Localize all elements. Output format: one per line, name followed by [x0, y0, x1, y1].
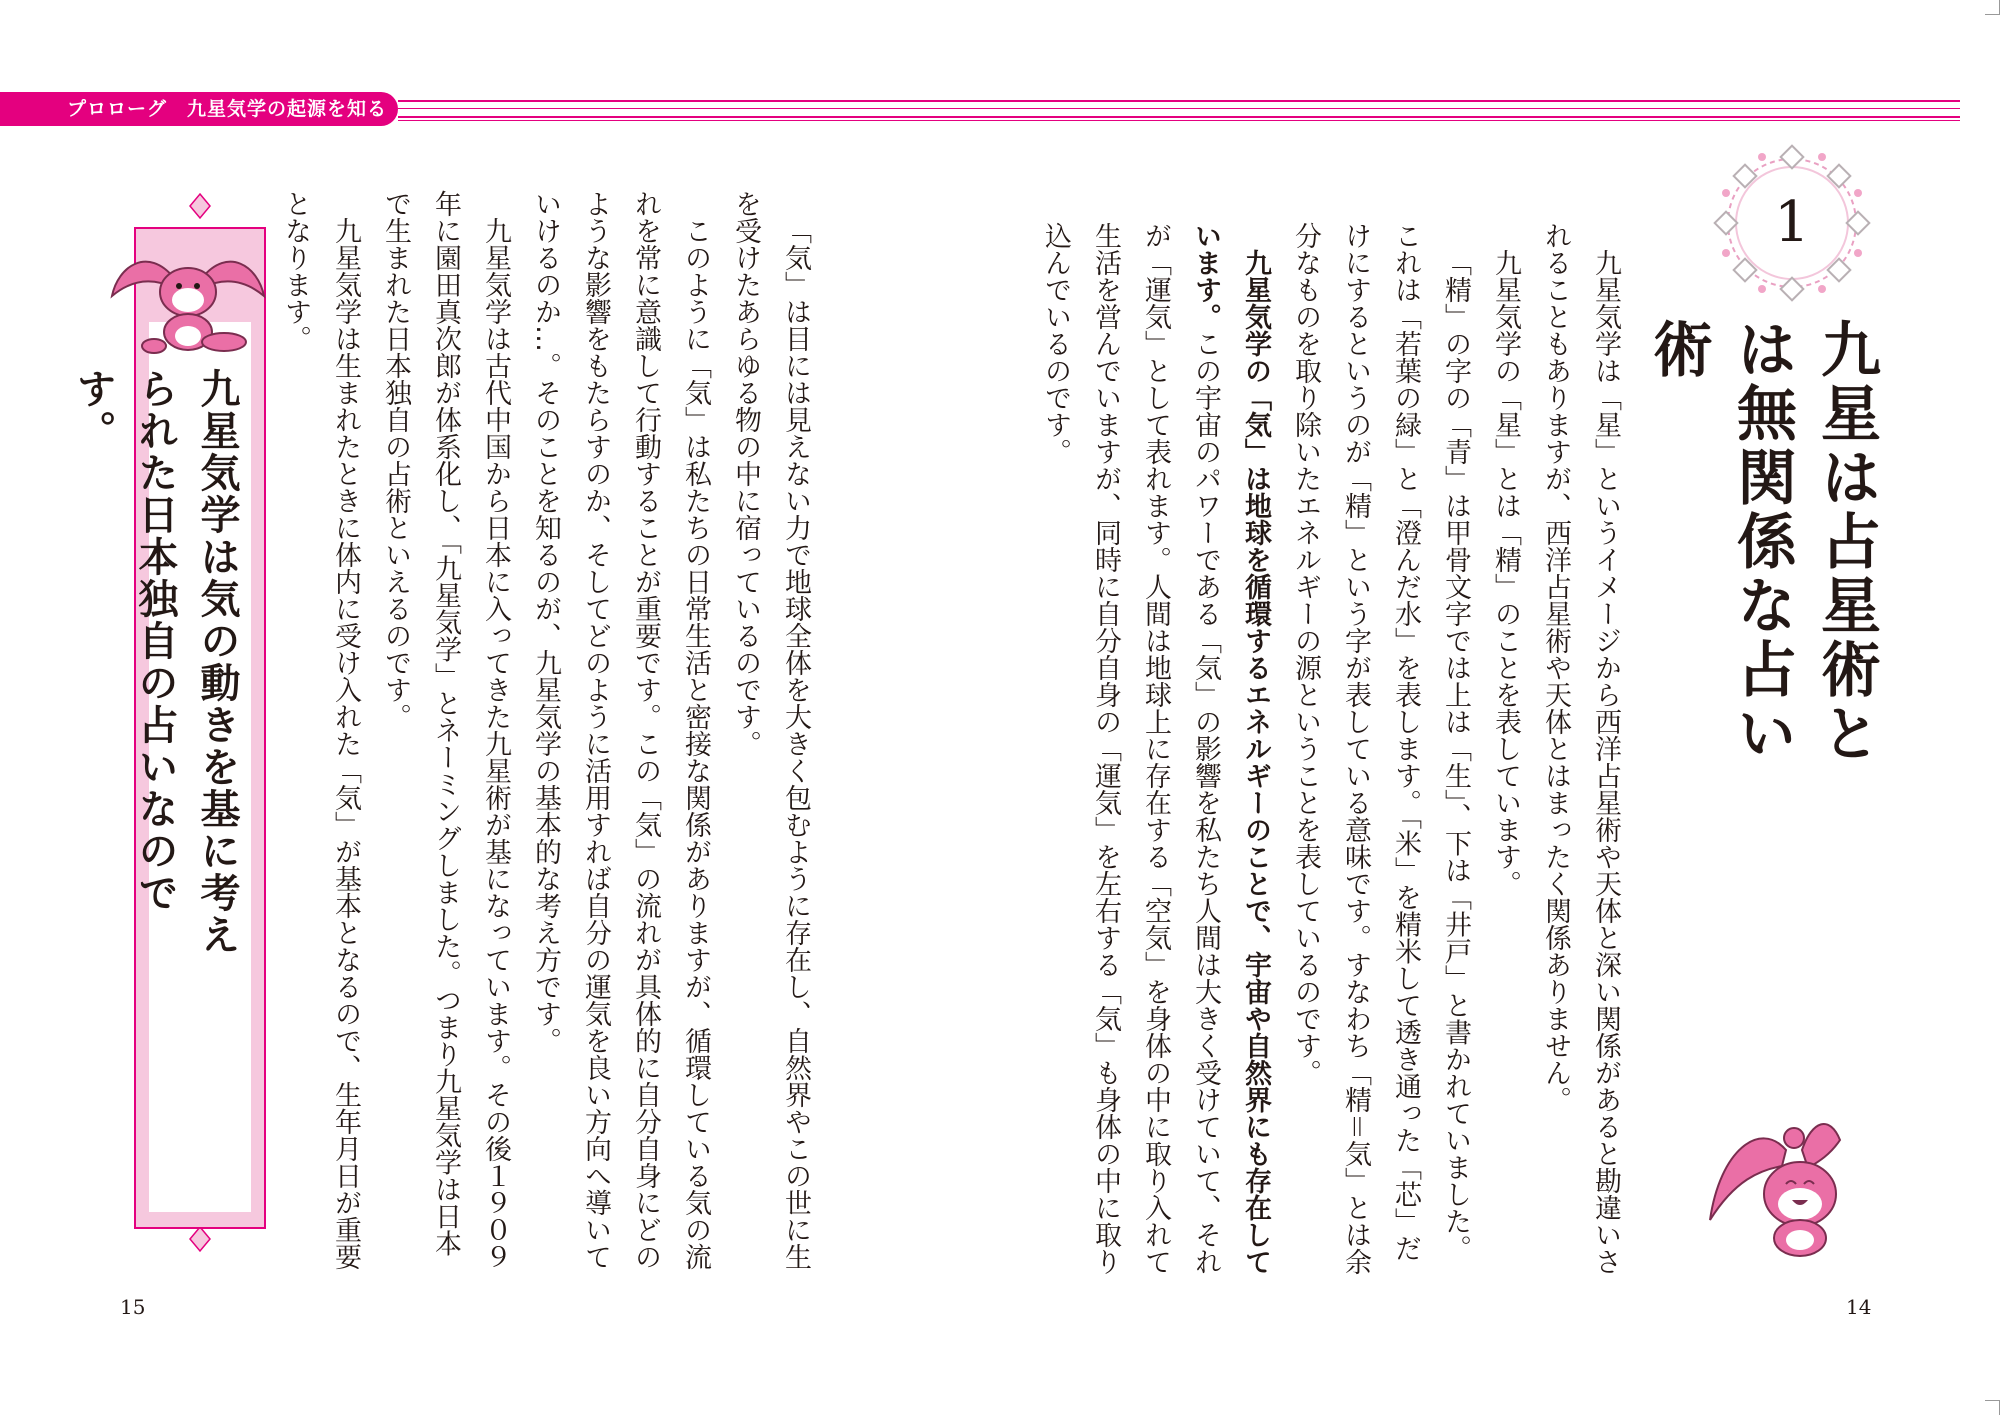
- paragraph: 「精」の字の「青」は甲骨文字では上は「生」、下は「井戸」と書かれていました。これは「若葉の緑」と「澄んだ水」を表します。「米」を精米して透き通った「芯」だけにするというのが「精」という字が表している意味です。すなわち「精＝気」とは余分なものを取り除いたエネルギーの源ということを表しているのです。: [1290, 222, 1471, 1275]
- page-number: 14: [1846, 1295, 1872, 1319]
- header-rule: [398, 116, 1960, 118]
- pink-rabbit-icon: [108, 236, 268, 356]
- right-body-text: [1040, 222, 1630, 1282]
- paragraph: 九星気学は「星」というイメージから西洋占星術や天体と深い関係があると勘違いされることもありますが、西洋占星術や天体とはまったく関係ありません。: [1540, 222, 1621, 1275]
- paragraph: 九星気学は生まれたときに体内に受け入れた「気」が基本となるので、生年月日が重要となります。: [280, 190, 361, 1270]
- paragraph: 「気」は目には見えない力で地球全体を大きく包むように存在し、自然界やこの世に生を受けたあらゆる物の中に宿っているのです。: [730, 190, 811, 1270]
- pink-rabbit-icon: [1690, 1110, 1860, 1260]
- crop-mark: [1985, 0, 2000, 15]
- callout-text: 九星気学は気の動きを基に考えられた日本独自の占いなのです。: [70, 368, 240, 956]
- paragraph: 九星気学の「星」とは「精」のことを表しています。: [1490, 249, 1521, 897]
- paragraph: 九星気学は古代中国から日本に入ってきた九星術が基になっています。その後１９０９年に園田真次郎が体系化し、「九星気学」とネーミングしました。つまり九星気学は日本で生まれた日本独自の占術といえるのです。: [380, 190, 511, 1270]
- page-title: 九星は占星術とは無関係な占い術: [1643, 318, 1881, 766]
- paragraph: [1030, 222, 1280, 1282]
- left-body-text: [260, 190, 820, 1280]
- header-rule: [398, 100, 1960, 102]
- page-number: 15: [120, 1295, 146, 1319]
- chapter-band: [0, 92, 398, 126]
- paragraph: このように「気」は私たちの日常生活と密接な関係がありますが、循環している気の流れを常に意識して行動することが重要です。この「気」の流れが具体的に自分自身にどのような影響をもたらすのか、そしてどのように活用すれば自分の運気を良い方向へ導いていけるのか…。そのことを知るのが、九星気学の基本的な考え方です。: [530, 190, 711, 1270]
- bold-sentence: 九星気学の「気」は地球を循環するエネルギーのことで、宇宙や自然界にも存在しています。: [1190, 222, 1271, 1275]
- section-number: 1: [1774, 190, 1810, 255]
- header-rule: [398, 108, 1960, 109]
- header-rule: [398, 120, 1960, 121]
- crop-mark: [1985, 1400, 2000, 1415]
- chapter-label: プロローグ 九星気学の起源を知る: [67, 98, 388, 120]
- paragraph-continued: この宇宙のパワーである「気」の影響を私たち人間は大きく受けていて、それが「運気」として表れます。人間は地球上に存在する「空気」を身体の中に取り入れて生活を営んでいますが、同時に自分自身の「運気」を左右する「気」も身体の中に取り込んでいるのです。: [1040, 222, 1221, 1275]
